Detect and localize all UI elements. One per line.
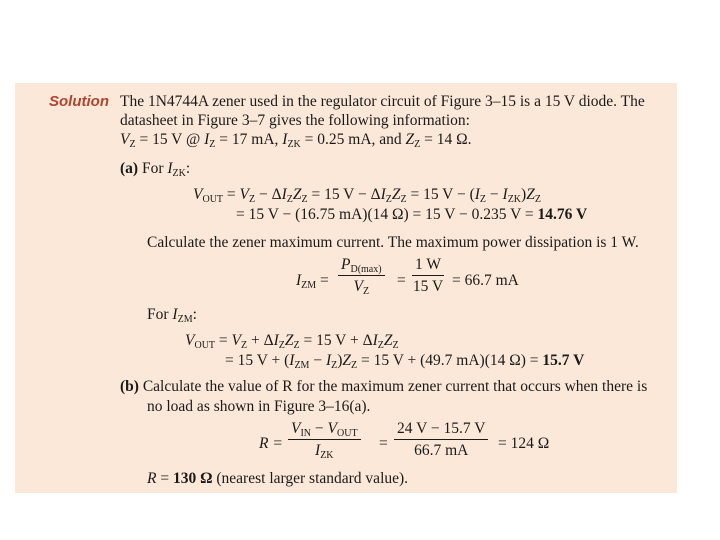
solution-label: Solution xyxy=(49,93,109,110)
vout-min-result: 14.76 V xyxy=(537,206,588,223)
izm-fraction-2: $\frac{1 W}{15 V}$ xyxy=(412,256,444,295)
calc-izm-text: Calculate the zener maximum current. The maximum power dissipation is 1 W. xyxy=(147,234,639,251)
vout-equation-line-2: = 15 V − (16.75 mA)(14 Ω) = 15 V − 0.235 V = 14.76 V xyxy=(236,206,588,223)
r-result: = 124 Ω xyxy=(498,435,550,452)
final-r-line: R = 130 Ω (nearest larger standard value). xyxy=(147,470,409,487)
vout-equation-line-1: $V_{OUT} = V_Z - \Delta I_ZZ_Z = 15$ $V - \Delta I_ZZ_Z = 15$ $V - (I_Z - I_{ZK})Z_Z$ xyxy=(193,186,541,205)
part-b-line-2: no load as shown in Figure 3–16(a). xyxy=(147,398,371,415)
part-b-line-1: (b) Calculate the value of R for the maximum zener current that occurs when there is xyxy=(120,378,648,395)
r-fraction-2: $\frac{24 V - 15.7 V}{66.7 mA}$ xyxy=(394,420,488,460)
izm-symbol: $I_{ZM}$ = xyxy=(296,272,329,291)
r-equals-sign: = xyxy=(379,435,388,452)
izm-fraction-1: $P_{D(max)}$ $V_Z$ xyxy=(338,256,385,296)
for-izm-heading: For $I_{ZM}$: xyxy=(147,306,197,325)
intro-line-1: The 1N4744A zener used in the regulator circuit of Figure 3–15 is a 15 V diode. The xyxy=(120,93,645,110)
izm-result: = 66.7 mA xyxy=(452,272,519,289)
intro-line-3: $V_Z = 15$ V @ $I_Z = 17$ mA, $I_{ZK} = 0.25$ mA, and $Z_Z = 14$ Ω. xyxy=(120,131,472,150)
part-a-heading: (a) For $I_{ZK}$: xyxy=(120,160,191,179)
vout-max-equation-line-2: = 15 $V + (I_{ZM} - I_Z)Z_Z = 15$ V + (49.7 mA)(14 Ω) = 15.7 V xyxy=(225,352,585,371)
equals-sign: = xyxy=(397,272,406,289)
vout-max-equation-line-1: $V_{OUT} = V_Z + \Delta I_ZZ_Z = 15$ $V + \Delta I_ZZ_Z$ xyxy=(185,332,399,351)
r-symbol: R = xyxy=(259,435,283,452)
vout-max-result: 15.7 V xyxy=(542,352,585,369)
intro-line-2: datasheet in Figure 3–7 gives the following information: xyxy=(120,112,470,129)
r-fraction-1: $V_{IN} - V_{OUT}$ $I_{ZK}$ xyxy=(288,420,361,460)
